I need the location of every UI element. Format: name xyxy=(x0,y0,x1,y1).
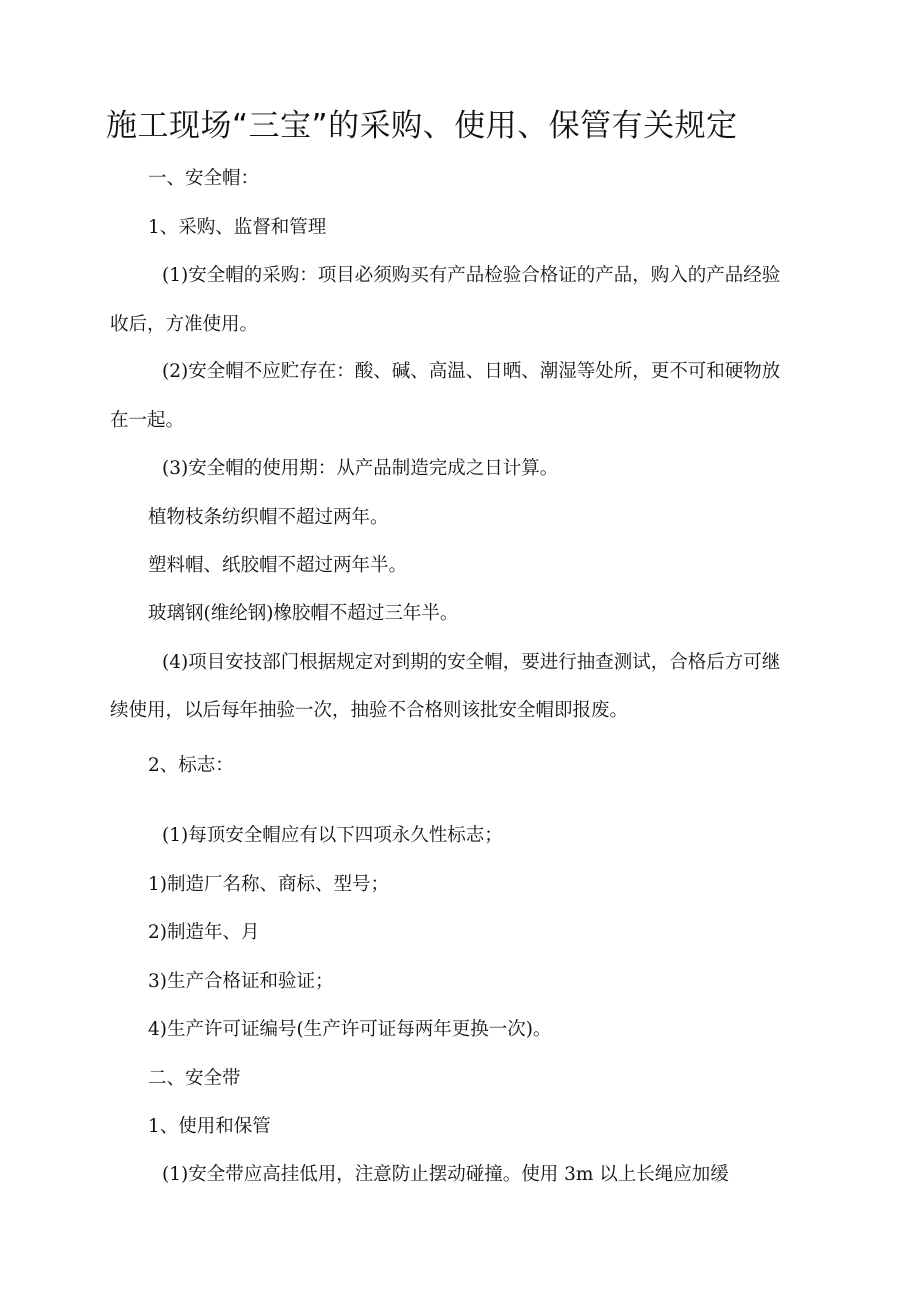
paragraph-line: 塑料帽、纸胶帽不超过两年半。 xyxy=(148,555,408,576)
paragraph-line: (2)安全帽不应贮存在：酸、碱、高温、日晒、潮湿等处所，更不可和硬物放 xyxy=(162,361,781,382)
paragraph-line: (3)安全帽的使用期：从产品制造完成之日计算。 xyxy=(162,458,559,479)
subsection-heading-marking: 2、标志： xyxy=(148,755,234,776)
subsection-heading-procurement: 1、采购、监督和管理 xyxy=(148,217,327,238)
list-item: 4)生产许可证编号(生产许可证每两年更换一次)。 xyxy=(148,1019,552,1040)
paragraph-line: (4)项目安技部门根据规定对到期的安全帽，要进行抽查测试，合格后方可继 xyxy=(162,652,781,673)
paragraph-line: (1)安全帽的采购：项目必须购买有产品检验合格证的产品，购入的产品经验 xyxy=(162,265,781,286)
paragraph-line: 收后，方准使用。 xyxy=(110,314,259,335)
document-title: 施工现场“三宝”的采购、使用、保管有关规定 xyxy=(106,108,738,144)
list-item: 2)制造年、月 xyxy=(148,922,260,943)
section-heading-helmet: 一、安全帽： xyxy=(148,168,260,189)
paragraph-line: 植物枝条纺织帽不超过两年。 xyxy=(148,507,389,528)
paragraph-line: 玻璃钢(维纶钢)橡胶帽不超过三年半。 xyxy=(148,603,459,624)
list-item: 1)制造厂名称、商标、型号； xyxy=(148,874,389,895)
section-heading-safety-belt: 二、安全带 xyxy=(148,1068,241,1089)
list-item: 3)生产合格证和验证； xyxy=(148,971,334,992)
paragraph-line: 在一起。 xyxy=(110,410,185,431)
paragraph-line: (1)安全带应高挂低用，注意防止摆动碰撞。使用 3m 以上长绳应加缓 xyxy=(162,1164,729,1185)
paragraph-line: (1)每顶安全帽应有以下四项永久性标志； xyxy=(162,825,503,846)
paragraph-line: 续使用，以后每年抽验一次，抽验不合格则该批安全帽即报废。 xyxy=(110,700,629,721)
subsection-heading-use-storage: 1、使用和保管 xyxy=(148,1116,271,1137)
